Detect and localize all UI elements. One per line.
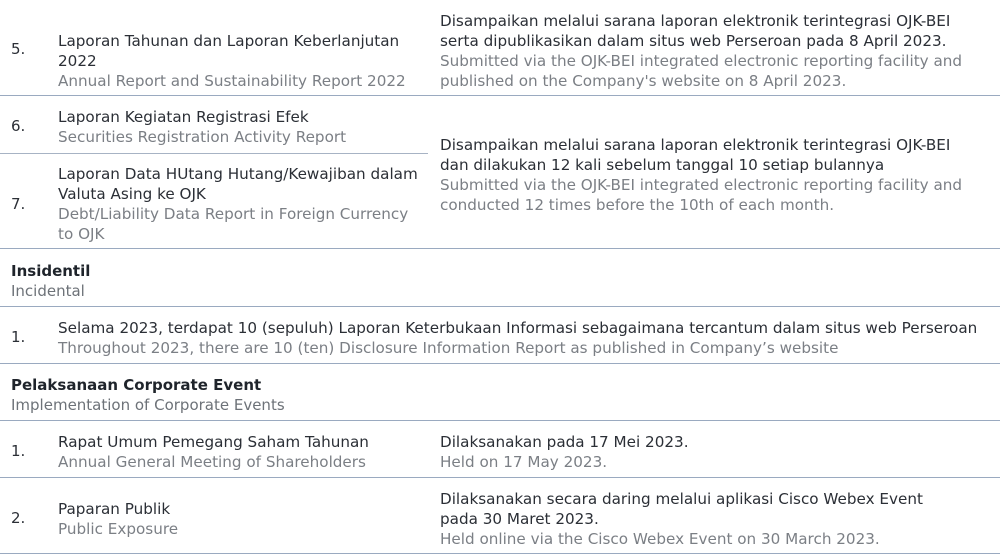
section-header-incidental: [11, 261, 90, 301]
report-description: [440, 11, 975, 91]
event-name-en: Annual General Meeting of Shareholders: [58, 453, 366, 471]
row-divider: [0, 553, 1000, 554]
event-name-id: Rapat Umum Pemegang Saham Tahunan: [58, 433, 369, 451]
event-name: [58, 432, 428, 472]
section-subtitle: Incidental: [11, 282, 85, 300]
section-title: Pelaksanaan Corporate Event: [11, 376, 262, 394]
report-description-en: Submitted via the OJK-BEI integrated electronic reporting facility and published on the Company's website on 8 April 2023.: [440, 52, 963, 90]
row-divider: [0, 477, 1000, 478]
row-divider: [0, 95, 1000, 96]
row-number: 6.: [11, 117, 26, 135]
report-name-id: Selama 2023, terdapat 10 (sepuluh) Laporan Keterbukaan Informasi sebagaimana tercantum dalam situs web Perseroan: [58, 319, 978, 337]
row-number: 1.: [11, 442, 26, 460]
row-divider: [0, 248, 1000, 249]
report-name: [58, 318, 978, 358]
report-description: [440, 135, 970, 215]
section-subtitle: Implementation of Corporate Events: [11, 396, 285, 414]
event-description-id: Dilaksanakan secara daring melalui aplikasi Cisco Webex Event pada 30 Maret 2023.: [440, 490, 923, 528]
row-divider: [0, 363, 1000, 364]
report-name-en: Throughout 2023, there are 10 (ten) Disclosure Information Report as published in Company’s website: [58, 339, 839, 357]
report-name: [58, 164, 418, 244]
row-number: 5.: [11, 40, 26, 58]
report-name-en: Securities Registration Activity Report: [58, 128, 347, 146]
report-name-id: Laporan Data HUtang Hutang/Kewajiban dalam Valuta Asing ke OJK: [58, 165, 418, 203]
event-name-en: Public Exposure: [58, 520, 179, 538]
row-number: 1.: [11, 328, 26, 346]
section-header-corporate-event: [11, 375, 285, 415]
report-description-id: Disampaikan melalui sarana laporan elektronik terintegrasi OJK-BEI dan dilakukan 12 kali sebelum tanggal 10 setiap bulannya: [440, 136, 951, 174]
row-divider: [0, 153, 428, 154]
event-name: [58, 499, 428, 539]
report-name-en: Debt/Liability Data Report in Foreign Currency to OJK: [58, 205, 409, 243]
event-description: [440, 432, 985, 472]
report-name-id: Laporan Kegiatan Registrasi Efek: [58, 108, 309, 126]
report-name-id: Laporan Tahunan dan Laporan Keberlanjutan 2022: [58, 32, 400, 70]
row-number: 2.: [11, 509, 26, 527]
event-name-id: Paparan Publik: [58, 500, 171, 518]
event-description-id: Dilaksanakan pada 17 Mei 2023.: [440, 433, 689, 451]
event-description-en: Held online via the Cisco Webex Event on 30 March 2023.: [440, 530, 880, 548]
report-name: [58, 107, 428, 147]
section-title: Insidentil: [11, 262, 91, 280]
report-description-id: Disampaikan melalui sarana laporan elektronik terintegrasi OJK-BEI serta dipublikasikan dalam situs web Perseroan pada 8 April 2023.: [440, 12, 951, 50]
report-name: [58, 31, 428, 91]
row-divider: [0, 420, 1000, 421]
report-name-en: Annual Report and Sustainability Report 2022: [58, 72, 406, 90]
event-description-en: Held on 17 May 2023.: [440, 453, 608, 471]
row-divider: [0, 306, 1000, 307]
row-number: 7.: [11, 195, 26, 213]
event-description: [440, 489, 940, 549]
report-description-en: Submitted via the OJK-BEI integrated electronic reporting facility and conducted 12 times before the 10th of each month.: [440, 176, 963, 214]
